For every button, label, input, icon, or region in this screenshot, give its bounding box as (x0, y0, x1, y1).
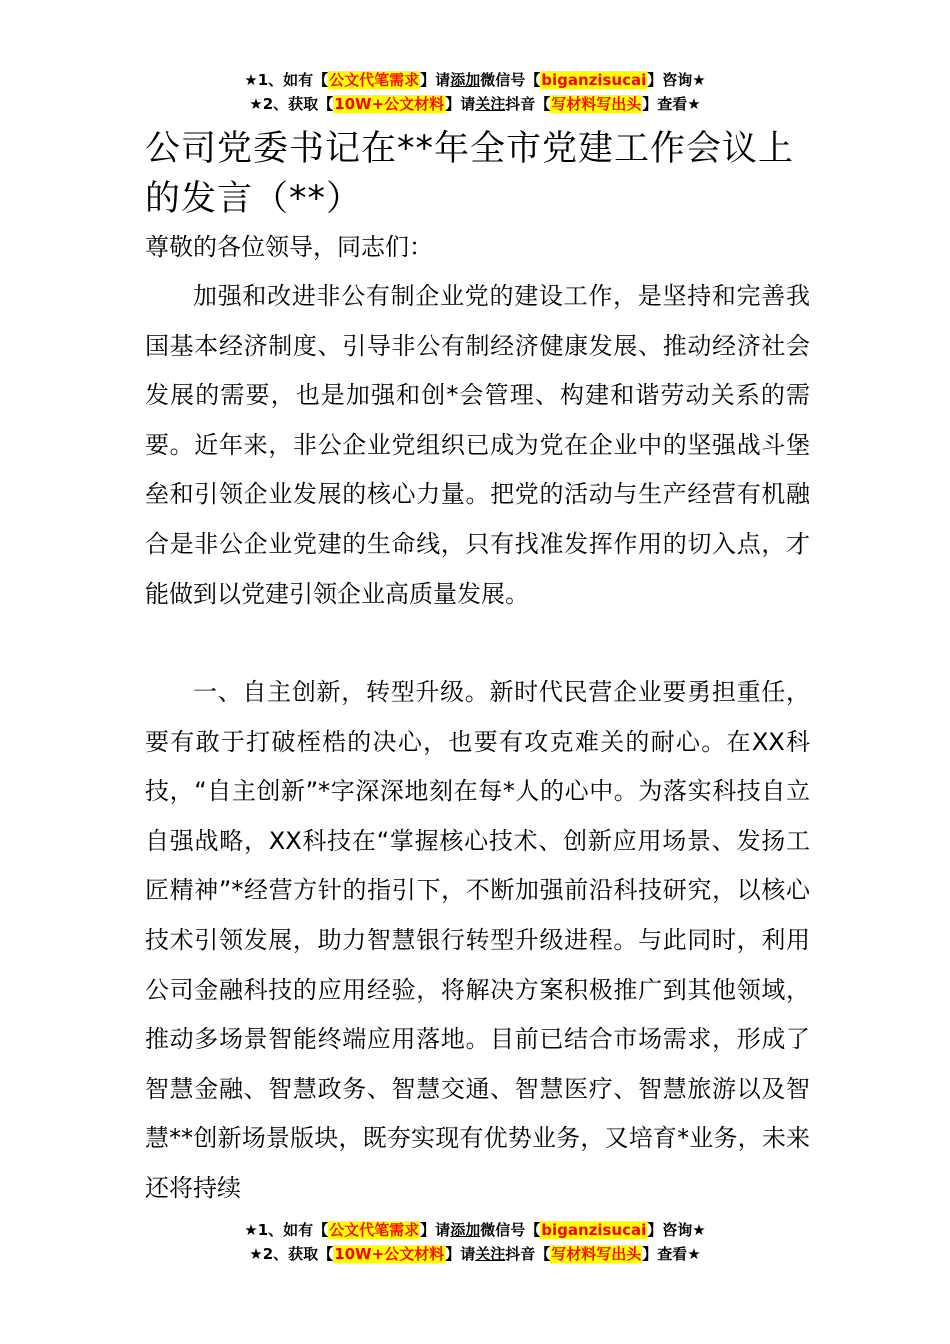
header-banner-line-1 (0, 70, 950, 90)
banner-highlight-wechat-id: biganzisucai (541, 71, 647, 89)
banner-text: 微信号【 (480, 1221, 541, 1239)
banner-highlight-service: 公文代笔需求 (329, 1221, 420, 1239)
banner-highlight-wechat-id: biganzisucai (541, 1221, 647, 1239)
banner-suffix: 】咨询★ (647, 71, 706, 89)
banner-suffix: 】查看★ (642, 95, 701, 113)
body-paragraph-1: 加强和改进非公有制企业党的建设工作，是坚持和完善我国基本经济制度、引导非公有制经济健康发展、推动经济社会发展的需要，也是加强和创*会管理、构建和谐劳动关系的需要。近年来，非公企业党组织已成为党在企业中的坚强战斗堡垒和引领企业发展的核心力量。把党的活动与生产经营有机融合是非公企业党建的生命线，只有找准发挥作用的切入点，才能做到以党建引领企业高质量发展。 (145, 282, 810, 608)
banner-text: 】请 (420, 1221, 451, 1239)
banner-underlined-text: 添加 (450, 71, 481, 89)
banner-text: 】请 (420, 71, 451, 89)
banner-highlight-materials: 10W+公文材料 (334, 1245, 445, 1263)
banner-highlight-douyin-account: 写材料写出头 (551, 1245, 642, 1263)
banner-highlight-materials: 10W+公文材料 (334, 95, 445, 113)
banner-text: 】请 (445, 95, 476, 113)
banner-prefix: ★1、如有【 (244, 1221, 329, 1239)
salutation: 尊敬的各位领导，同志们： (145, 233, 433, 261)
banner-text: 微信号【 (480, 71, 541, 89)
header-banner-line-2 (0, 94, 950, 114)
banner-text: 抖音【 (505, 1245, 551, 1263)
body-paragraph-2: 一、自主创新，转型升级。新时代民营企业要勇担重任，要有敢于打破桎梏的决心，也要有攻克难关的耐心。在XX科技，“自主创新”*字深深地刻在每*人的心中。为落实科技自立自强战略，XX科技在“掌握核心技术、创新应用场景、发扬工匠精神”*经营方针的指引下，不断加强前沿科技研究，以核心技术引领发展，助力智慧银行转型升级进程。与此同时，利用公司金融科技的应用经验，将解决方案积极推广到其他领域，推动多场景智能终端应用落地。目前已结合市场需求，形成了智慧金融、智慧政务、智慧交通、智慧医疗、智慧旅游以及智慧**创新场景版块，既夯实现有优势业务，又培育*业务，未来还将持续 (145, 678, 810, 1202)
banner-highlight-douyin-account: 写材料写出头 (551, 95, 642, 113)
footer-banner-line-1 (0, 1220, 950, 1240)
banner-prefix: ★2、获取【 (249, 95, 334, 113)
banner-prefix: ★1、如有【 (244, 71, 329, 89)
banner-text: 抖音【 (505, 95, 551, 113)
banner-highlight-service: 公文代笔需求 (329, 71, 420, 89)
banner-suffix: 】查看★ (642, 1245, 701, 1263)
document-title: 公司党委书记在**年全市党建工作会议上的发言（**） (145, 129, 795, 219)
banner-underlined-text: 添加 (450, 1221, 481, 1239)
banner-text: 】请 (445, 1245, 476, 1263)
banner-underlined-text: 关注 (475, 95, 506, 113)
banner-prefix: ★2、获取【 (249, 1245, 334, 1263)
banner-underlined-text: 关注 (475, 1245, 506, 1263)
banner-suffix: 】咨询★ (647, 1221, 706, 1239)
footer-banner-line-2 (0, 1244, 950, 1264)
